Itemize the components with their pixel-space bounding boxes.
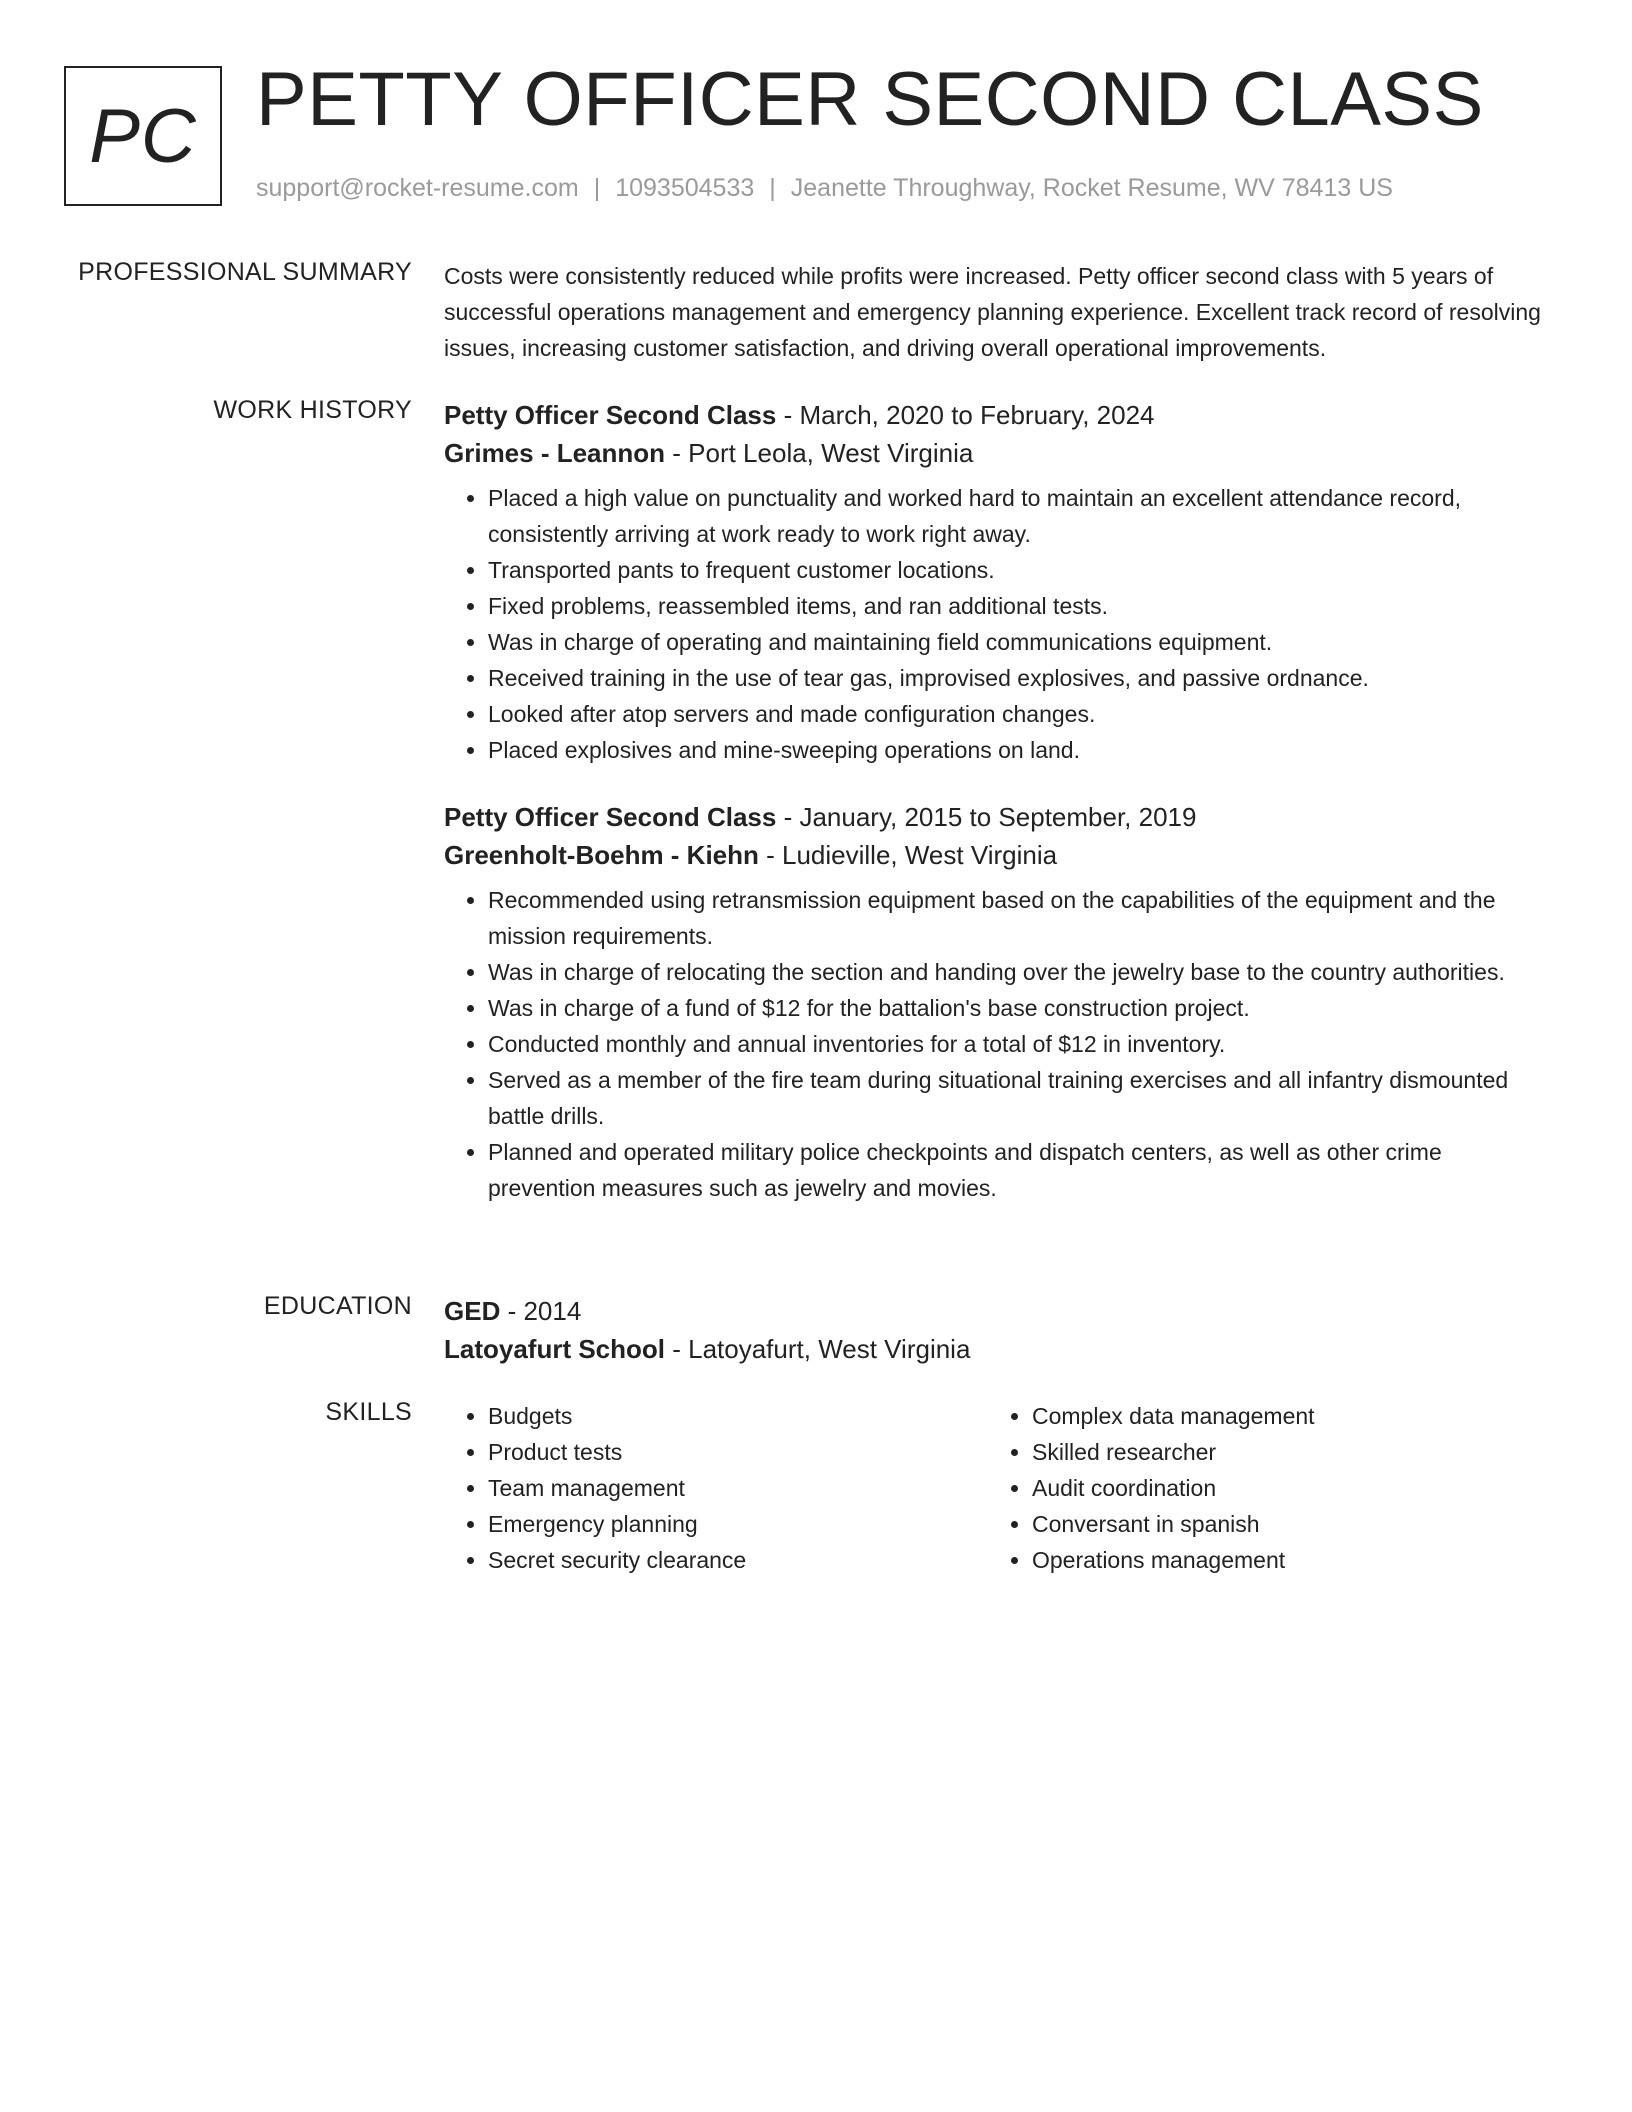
contact-line <box>256 174 1393 203</box>
job-bullet: • Received training in the use of tear gas, improvised explosives, and passive ordnance. <box>488 660 1552 696</box>
job-title-line <box>444 396 1552 434</box>
skills-heading: SKILLS <box>325 1398 412 1426</box>
skill-item: • Secret security clearance <box>488 1542 988 1578</box>
job-bullet: • Placed a high value on punctuality and worked hard to maintain an excellent attendance record, consistently arriving at work ready to work right away. <box>488 480 1552 552</box>
job-title-line <box>444 798 1552 836</box>
skill-item: • Budgets <box>488 1398 988 1434</box>
job-title: Petty Officer Second Class <box>444 400 777 430</box>
job-entry <box>444 396 1552 768</box>
job-bullet: • Served as a member of the fire team during situational training exercises and all infantry dismounted battle drills. <box>488 1062 1552 1134</box>
skill-item: • Complex data management <box>1032 1398 1532 1434</box>
education-location: - Latoyafurt, West Virginia <box>665 1334 971 1364</box>
work-history-body <box>444 396 1552 1206</box>
summary-heading: PROFESSIONAL SUMMARY <box>78 258 412 286</box>
contact-email[interactable]: support@rocket-resume.com <box>256 174 579 202</box>
contact-separator: | <box>593 174 601 202</box>
job-location: - Port Leola, West Virginia <box>665 438 974 468</box>
job-bullet: • Conducted monthly and annual inventories for a total of $12 in inventory. <box>488 1026 1552 1062</box>
skill-item: • Emergency planning <box>488 1506 988 1542</box>
education-degree-line <box>444 1292 1552 1330</box>
skill-item: • Skilled researcher <box>1032 1434 1532 1470</box>
job-company: Grimes - Leannon <box>444 438 666 468</box>
summary-body <box>444 258 1552 366</box>
skill-item: • Operations management <box>1032 1542 1532 1578</box>
job-dates: - January, 2015 to September, 2019 <box>776 802 1197 832</box>
summary-text: Costs were consistently reduced while profits were increased. Petty officer second class with 5 years of successful operations management and emergency planning experience. Excellent track record of resolving issues, increasing customer satisfaction, and driving overall operational improvements. <box>444 263 1541 361</box>
education-school-line <box>444 1330 1552 1368</box>
education-heading: EDUCATION <box>263 1292 412 1320</box>
education-degree: GED <box>444 1296 501 1326</box>
job-location: - Ludieville, West Virginia <box>758 840 1058 870</box>
skill-item: • Product tests <box>488 1434 988 1470</box>
job-bullet: • Was in charge of relocating the section and handing over the jewelry base to the country authorities. <box>488 954 1552 990</box>
contact-separator: | <box>769 174 776 202</box>
skill-item: • Team management <box>488 1470 988 1506</box>
job-entry <box>444 798 1552 1206</box>
job-bullet: • Recommended using retransmission equipment based on the capabilities of the equipment and the mission requirements. <box>488 882 1552 954</box>
education-year: - 2014 <box>500 1296 582 1326</box>
education-body <box>444 1292 1552 1368</box>
job-company: Greenholt-Boehm - Kiehn <box>444 840 759 870</box>
job-bullet: • Was in charge of a fund of $12 for the battalion's base construction project. <box>488 990 1552 1026</box>
skills-body <box>444 1398 1552 1578</box>
job-bullet: • Was in charge of operating and maintaining field communications equipment. <box>488 624 1552 660</box>
job-bullet-list <box>444 480 1552 768</box>
job-bullet: • Looked after atop servers and made configuration changes. <box>488 696 1552 732</box>
skill-item: • Audit coordination <box>1032 1470 1532 1506</box>
job-company-line <box>444 836 1552 874</box>
skill-item: • Conversant in spanish <box>1032 1506 1532 1542</box>
job-bullet-list <box>444 882 1552 1206</box>
page-title: PETTY OFFICER SECOND CLASS <box>256 57 1484 142</box>
contact-address: Jeanette Throughway, Rocket Resume, WV 78413 US <box>790 174 1393 202</box>
skills-list-left <box>444 1398 988 1578</box>
education-school: Latoyafurt School <box>444 1334 666 1364</box>
job-bullet: • Placed explosives and mine-sweeping operations on land. <box>488 732 1552 768</box>
job-company-line <box>444 434 1552 472</box>
job-bullet: • Fixed problems, reassembled items, and ran additional tests. <box>488 588 1552 624</box>
job-title: Petty Officer Second Class <box>444 802 777 832</box>
skills-list-right <box>988 1398 1532 1578</box>
monogram-logo: PC <box>64 66 222 206</box>
job-bullet: • Planned and operated military police checkpoints and dispatch centers, as well as other crime prevention measures such as jewelry and movies. <box>488 1134 1552 1206</box>
skills-columns <box>444 1398 1552 1578</box>
job-bullet: • Transported pants to frequent customer locations. <box>488 552 1552 588</box>
contact-phone[interactable]: 1093504533 <box>615 174 755 202</box>
work-history-heading: WORK HISTORY <box>213 396 412 424</box>
job-dates: - March, 2020 to February, 2024 <box>776 400 1155 430</box>
